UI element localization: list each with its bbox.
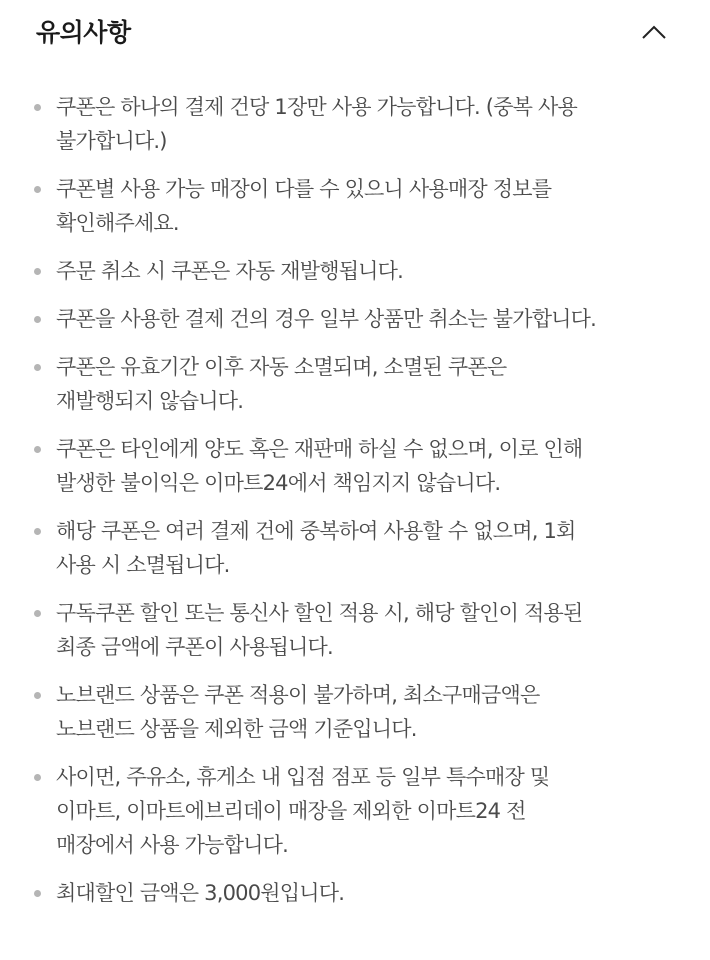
item-line: 사이먼, 주유소, 휴게소 내 입점 점포 등 일부 특수매장 및 — [56, 765, 550, 789]
bullet-icon — [34, 186, 41, 193]
bullet-icon — [34, 268, 41, 275]
item-line: 노브랜드 상품은 쿠폰 적용이 불가하며, 최소구매금액은 — [56, 683, 540, 707]
notice-list — [0, 90, 710, 924]
bullet-icon — [34, 692, 41, 699]
item-line: 해당 쿠폰은 여러 결제 건에 중복하여 사용할 수 없으며, 1회 — [56, 519, 576, 543]
bullet-icon — [34, 446, 41, 453]
item-line: 사용 시 소멸됩니다. — [56, 553, 230, 577]
list-item — [0, 876, 710, 910]
item-line: 이마트, 이마트에브리데이 매장을 제외한 이마트24 전 — [56, 799, 526, 823]
bullet-icon — [34, 610, 41, 617]
list-item — [0, 302, 710, 336]
item-line: 쿠폰은 타인에게 양도 혹은 재판매 하실 수 없으며, 이로 인해 — [56, 437, 583, 461]
item-line: 주문 취소 시 쿠폰은 자동 재발행됩니다. — [56, 259, 404, 283]
item-line: 쿠폰은 하나의 결제 건당 1장만 사용 가능합니다. (중복 사용 — [56, 95, 578, 119]
item-line: 쿠폰은 유효기간 이후 자동 소멸되며, 소멸된 쿠폰은 — [56, 355, 507, 379]
bullet-icon — [34, 316, 41, 323]
item-line: 발생한 불이익은 이마트24에서 책임지지 않습니다. — [56, 471, 501, 495]
bullet-icon — [34, 774, 41, 781]
item-line: 불가합니다.) — [56, 129, 167, 153]
list-item — [0, 350, 710, 418]
item-line: 매장에서 사용 가능합니다. — [56, 833, 288, 857]
section-title: 유의사항 — [36, 18, 131, 47]
item-line: 확인해주세요. — [56, 211, 179, 235]
bullet-icon — [34, 104, 41, 111]
list-item — [0, 514, 710, 582]
list-item — [0, 432, 710, 500]
list-item — [0, 678, 710, 746]
bullet-icon — [34, 528, 41, 535]
list-item — [0, 90, 710, 158]
item-line: 쿠폰을 사용한 결제 건의 경우 일부 상품만 취소는 불가합니다. — [56, 307, 597, 331]
item-line: 노브랜드 상품을 제외한 금액 기준입니다. — [56, 717, 417, 741]
item-line: 구독쿠폰 할인 또는 통신사 할인 적용 시, 해당 할인이 적용된 — [56, 601, 583, 625]
list-item — [0, 596, 710, 664]
item-line: 최대할인 금액은 3,000원입니다. — [56, 881, 345, 905]
chevron-up-icon[interactable] — [641, 24, 667, 40]
list-item — [0, 172, 710, 240]
bullet-icon — [34, 364, 41, 371]
list-item — [0, 760, 710, 862]
list-item — [0, 254, 710, 288]
bullet-icon — [34, 890, 41, 897]
notice-header-toggle[interactable] — [0, 0, 710, 68]
item-line: 최종 금액에 쿠폰이 사용됩니다. — [56, 635, 333, 659]
item-line: 재발행되지 않습니다. — [56, 389, 244, 413]
item-line: 쿠폰별 사용 가능 매장이 다를 수 있으니 사용매장 정보를 — [56, 177, 552, 201]
